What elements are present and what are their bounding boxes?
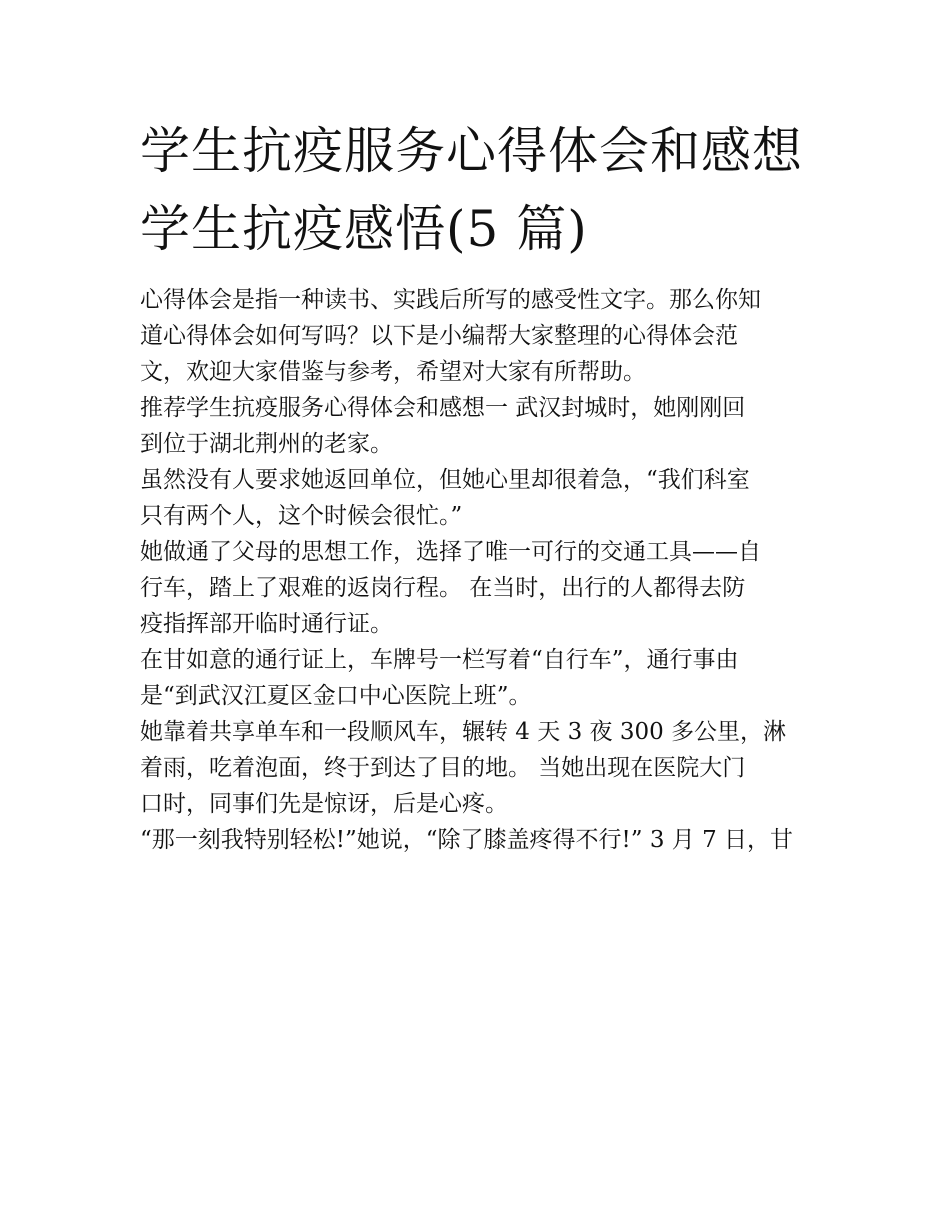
text-line: 心得体会是指一种读书、实践后所写的感受性文字。那么你知 — [140, 287, 761, 313]
text-line: 推荐学生抗疫服务心得体会和感想一 武汉封城时，她刚刚回 — [140, 395, 746, 421]
text-line: 道心得体会如何写吗？以下是小编帮大家整理的心得体会范 — [140, 323, 738, 349]
text-line: 是“到武汉江夏区金口中心医院上班”。 — [140, 683, 532, 709]
paragraph — [140, 390, 830, 462]
text-line: 文，欢迎大家借鉴与参考，希望对大家有所帮助。 — [140, 359, 646, 385]
paragraph-intro — [140, 282, 830, 390]
paragraph — [140, 822, 830, 858]
title-line: 学生抗疫感悟(5 篇) — [140, 200, 588, 258]
text-line: 行车，踏上了艰难的返岗行程。 在当时，出行的人都得去防 — [140, 575, 746, 601]
text-line: 在甘如意的通行证上，车牌号一栏写着“自行车”，通行事由 — [140, 647, 739, 673]
paragraph — [140, 534, 830, 642]
title-line: 学生抗疫服务心得体会和感想 — [140, 122, 803, 180]
text-line: 只有两个人，这个时候会很忙。” — [140, 503, 463, 529]
document-title — [140, 112, 840, 268]
text-line: 她靠着共享单车和一段顺风车，辗转 4 天 3 夜 300 多公里，淋 — [140, 719, 787, 745]
paragraph — [140, 642, 830, 714]
text-line: 虽然没有人要求她返回单位，但她心里却很着急，“我们科室 — [140, 467, 750, 493]
paragraph — [140, 714, 830, 822]
paragraph — [140, 462, 830, 534]
document-body — [140, 282, 830, 858]
text-line: “那一刻我特别轻松!”她说，“除了膝盖疼得不行!” 3 月 7 日，甘 — [140, 827, 794, 853]
text-line: 她做通了父母的思想工作，选择了唯一可行的交通工具——自 — [140, 539, 761, 565]
text-line: 疫指挥部开临时通行证。 — [140, 611, 393, 637]
text-line: 到位于湖北荆州的老家。 — [140, 431, 393, 457]
text-line: 口时，同事们先是惊讶，后是心疼。 — [140, 791, 508, 817]
text-line: 着雨，吃着泡面，终于到达了目的地。 当她出现在医院大门 — [140, 755, 746, 781]
